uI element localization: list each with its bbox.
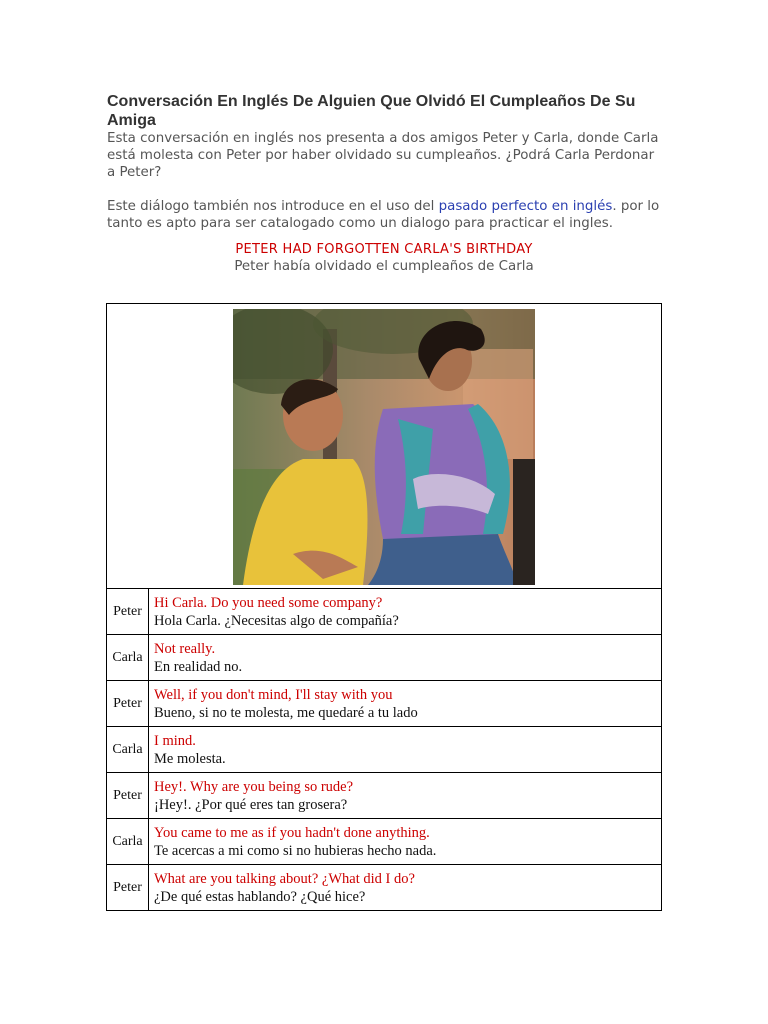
spanish-line: Me molesta. xyxy=(154,750,226,767)
spacer xyxy=(107,181,661,198)
intro-paragraph: Esta conversación en inglés nos presenta a dos amigos Peter y Carla, donde Carla está molesta con Peter por haber olvidado su cumpleaños. ¿Podrá Carla Perdonar a Peter? xyxy=(107,131,659,180)
english-line: Not really. xyxy=(154,640,216,657)
dialog-row xyxy=(107,727,662,773)
spanish-line: Hola Carla. ¿Necesitas algo de compañía? xyxy=(154,612,399,629)
speaker-cell: Carla xyxy=(107,819,149,865)
line-cell xyxy=(149,819,662,865)
speaker-cell: Peter xyxy=(107,773,149,819)
speaker-cell: Carla xyxy=(107,727,149,773)
couple-photo xyxy=(233,309,535,585)
line-cell xyxy=(149,727,662,773)
dialog-title-english: PETER HAD FORGOTTEN CARLA'S BIRTHDAY xyxy=(235,242,533,257)
line-cell xyxy=(149,635,662,681)
article-title: Conversación En Inglés De Alguien Que Olvidó El Cumpleaños De Su Amiga xyxy=(107,93,636,129)
spanish-line: ¿De qué estas hablando? ¿Qué hice? xyxy=(154,888,366,905)
english-line: Well, if you don't mind, I'll stay with you xyxy=(154,686,393,703)
english-line: Hey!. Why are you being so rude? xyxy=(154,778,354,795)
dialog-row xyxy=(107,865,662,911)
para2-text-before: Este diálogo también nos introduce en el uso del xyxy=(107,199,439,214)
speaker-cell: Peter xyxy=(107,681,149,727)
spanish-line: Bueno, si no te molesta, me quedaré a tu lado xyxy=(154,704,418,721)
para2-text-after: . por lo tanto es apto para ser catalogado como un dialogo para practicar el ingles. xyxy=(107,199,660,231)
image-row xyxy=(107,304,662,589)
speaker-cell: Carla xyxy=(107,635,149,681)
dialog-row xyxy=(107,635,662,681)
second-paragraph xyxy=(107,198,661,232)
article xyxy=(107,92,661,275)
spanish-line: En realidad no. xyxy=(154,658,243,675)
speaker-cell: Peter xyxy=(107,865,149,911)
dialog-row xyxy=(107,773,662,819)
dialog-row xyxy=(107,681,662,727)
spanish-line: ¡Hey!. ¿Por qué eres tan grosera? xyxy=(154,796,348,813)
english-line: What are you talking about? ¿What did I do? xyxy=(154,870,415,887)
speaker-cell: Peter xyxy=(107,589,149,635)
line-cell xyxy=(149,865,662,911)
english-line: Hi Carla. Do you need some company? xyxy=(154,594,383,611)
image-cell xyxy=(107,304,662,589)
dialog-row xyxy=(107,589,662,635)
dialog-table xyxy=(106,303,662,911)
line-cell xyxy=(149,681,662,727)
pasado-perfecto-link[interactable]: pasado perfecto en inglés xyxy=(438,199,613,214)
dialog-row xyxy=(107,819,662,865)
english-line: I mind. xyxy=(154,732,196,749)
line-cell xyxy=(149,773,662,819)
english-line: You came to me as if you hadn't done anything. xyxy=(154,824,430,841)
spanish-line: Te acercas a mi como si no hubieras hecho nada. xyxy=(154,842,437,859)
dialog-title-spanish: Peter había olvidado el cumpleaños de Carla xyxy=(234,259,534,274)
line-cell xyxy=(149,589,662,635)
